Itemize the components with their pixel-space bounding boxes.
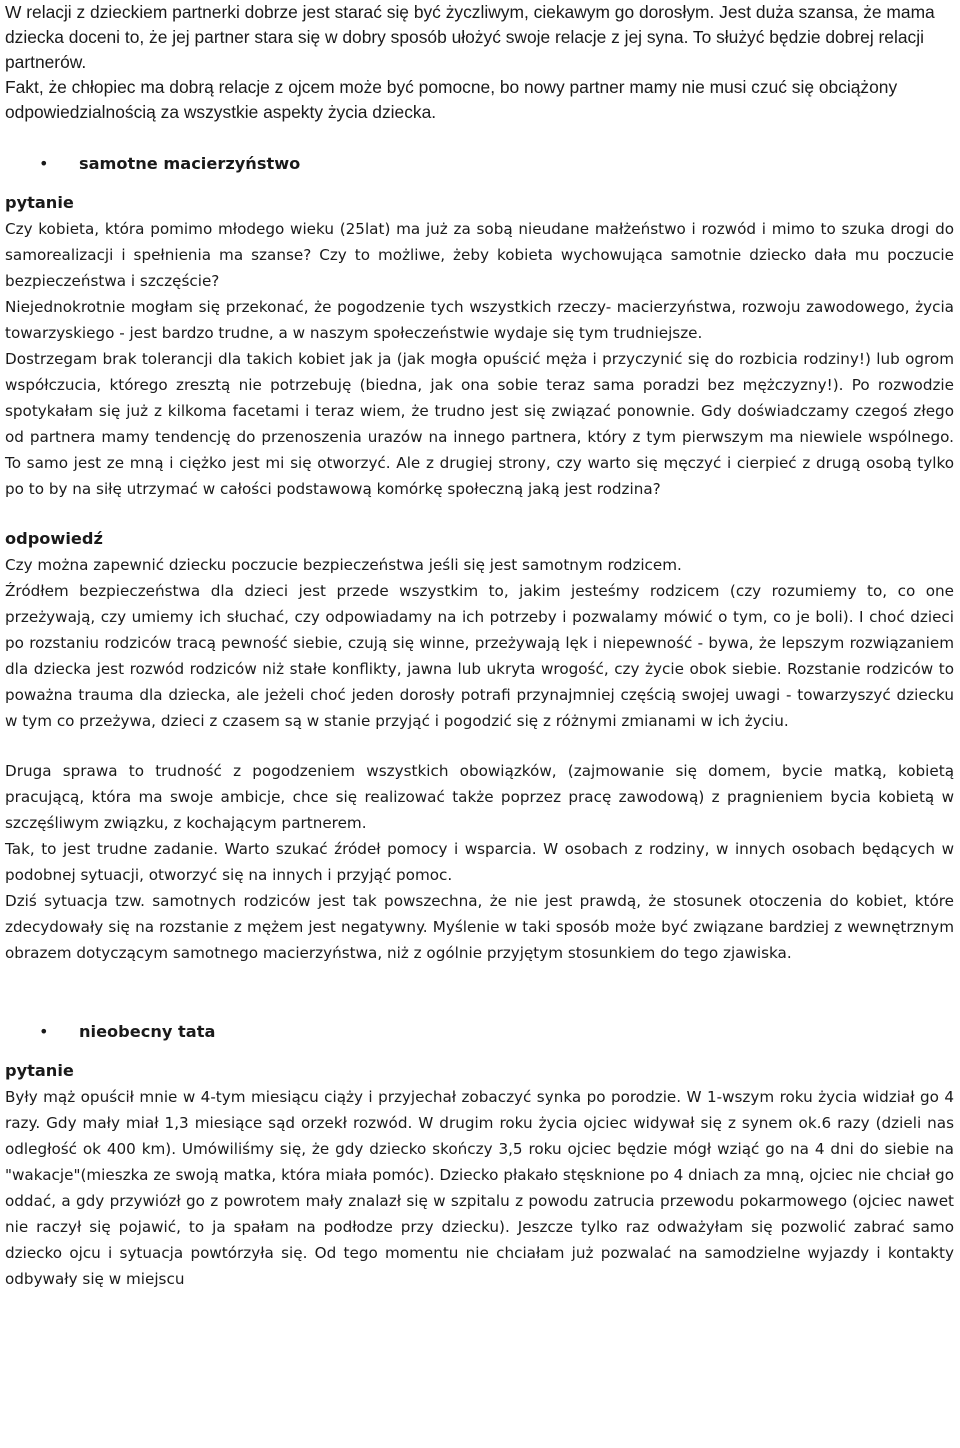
bullet-icon: •	[39, 1022, 49, 1041]
section-absent-father	[5, 1019, 954, 1292]
question-text: Dostrzegam brak tolerancji dla takich kobiet jak ja (jak mogła opuścić męża i przyczynić się do rozbicia rodziny!) lub ogrom współczucia, którego zresztą nie potrzebuję (biedna, jak ona sobie teraz sama poradzi bez mężczyzny!). Po rozwodzie spotykałam się już z kilkoma facetami i teraz wiem, że trudno jest się związać ponownie. Gdy doświadczamy czegoś złego od partnera mamy tendencję do przenoszenia urazów na innego partnera, który z tym pierwszym ma niewiele wspólnego. To samo jest ze mną i ciężko jest mi się otworzyć. Ale z drugiej strony, czy warto się męczyć i cierpieć z drugą osobą tylko po to by na siłę utrzymać w całości podstawową komórkę społeczną jaką jest rodzina?	[5, 350, 954, 498]
question-text: Czy kobieta, która pomimo młodego wieku (25lat) ma już za sobą nieudane małżeństwo i rozwód i mimo to szuka drogi do samorealizacji i spełnienia ma szanse? Czy to możliwe, żeby kobieta wychowująca samotnie dziecko dała mu poczucie bezpieczeństwa i szczęście?	[5, 220, 954, 290]
section-heading	[5, 151, 954, 177]
question-text: Były mąż opuścił mnie w 4-tym miesiącu ciąży i przyjechał zobaczyć synka po porodzie. W 1-wszym roku życia widział go 4 razy. Gdy mały miał 1,3 miesiące sąd orzekł rozwód. W drugim roku życia ojciec widywał się z synem ok.6 razy (dzieli nas odległość ok 400 km). Umówiliśmy się, że gdy dziecko skończy 3,5 roku ojciec będzie mógł wziąć go na 4 dni do siebie na "wakacje"(mieszka ze swoją matka, która miała pomóc). Dziecko płakało stęsknione po 4 dniach za mną, ojciec nie chciał go oddać, a gdy przywiózł go z powrotem mały znalazł się w szpitalu z powodu zatrucia przewodu pokarmowego (ojciec nawet nie raczył się pojawić, to ja spałam na podłodze przy dziecku). Jeszcze tylko raz odważyłam się pozwolić zabrać samo dziecko ojcu i sytuacja powtórzyła się. Od tego momentu nie chciałam już pozwalać na samodzielne wyjazdy i kontakty odbywały się w miejscu	[5, 1088, 954, 1288]
answer-label: odpowiedź	[5, 529, 103, 548]
answer-text: Druga sprawa to trudność z pogodzeniem wszystkich obowiązków, (zajmowanie się domem, bycie matką, kobietą pracującą, która ma swoje ambicje, chce się realizować także poprzez pracę zawodową) z pragnieniem bycia kobietą w szczęśliwym związku, z kochającym partnerem.	[5, 762, 954, 832]
question-label: pytanie	[5, 1061, 74, 1080]
answer-text: Czy można zapewnić dziecku poczucie bezpieczeństwa jeśli się jest samotnym rodzicem.	[5, 556, 682, 574]
section-single-motherhood	[5, 151, 954, 966]
section-heading-text: nieobecny tata	[79, 1022, 216, 1041]
section-heading	[5, 1019, 954, 1045]
intro-paragraph: Fakt, że chłopiec ma dobrą relacje z ojcem może być pomocne, bo nowy partner mamy nie musi czuć się obciążony odpowiedzialnością za wszystkie aspekty życia dziecka.	[5, 77, 898, 122]
bullet-icon: •	[39, 154, 49, 173]
section-heading-text: samotne macierzyństwo	[79, 154, 301, 173]
answer-text: Źródłem bezpieczeństwa dla dzieci jest przede wszystkim to, jakim jesteśmy rodzicem (czy rozumiemy to, co one przeżywają, czy umiemy ich słuchać, czy odpowiadamy na ich potrzeby i pozwalamy mówić o tym, co je boli). I choć dzieci po rozstaniu rodziców tracą pewność siebie, czują się winne, przeżywają lęk i niepewność - bywa, że lepszym rozwiązaniem dla dziecka jest rozwód rodziców niż stałe konflikty, jawna lub ukryta wrogość, czy życie obok siebie. Rozstanie rodziców to poważna trauma dla dziecka, ale jeżeli choć jeden dorosły potrafi przynajmniej częścią swojej uwagi - towarzyszyć dziecku w tym co przeżywa, dzieci z czasem są w stanie przyjąć i pogodzić się z różnymi zmianami w ich życiu.	[5, 582, 954, 730]
question-text: Niejednokrotnie mogłam się przekonać, że pogodzenie tych wszystkich rzeczy- macierzyństwa, rozwoju zawodowego, życia towarzyskiego - jest bardzo trudne, a w naszym społeczeństwie wydaje się tym trudniejsze.	[5, 298, 954, 342]
intro-paragraph: W relacji z dzieckiem partnerki dobrze jest starać się być życzliwym, ciekawym go dorosłym. Jest duża szansa, że mama dziecka doceni to, że jej partner stara się w dobry sposób ułożyć swoje relacje z jej syna. To służyć będzie dobrej relacji partnerów.	[5, 2, 935, 72]
answer-text: Dziś sytuacja tzw. samotnych rodziców jest tak powszechna, że nie jest prawdą, że stosunek otoczenia do kobiet, które zdecydowały się na rozstanie z mężem jest negatywny. Myślenie w taki sposób może być związane bardziej z wewnętrznym obrazem dotyczącym samotnego macierzyństwa, niż z ogólnie przyjętym stosunkiem do tego zjawiska.	[5, 892, 954, 962]
intro-section	[5, 0, 954, 135]
answer-text: Tak, to jest trudne zadanie. Warto szukać źródeł pomocy i wsparcia. W osobach z rodziny, w innych osobach będących w podobnej sytuacji, otworzyć się na innych i przyjąć pomoc.	[5, 840, 954, 884]
question-label: pytanie	[5, 193, 74, 212]
